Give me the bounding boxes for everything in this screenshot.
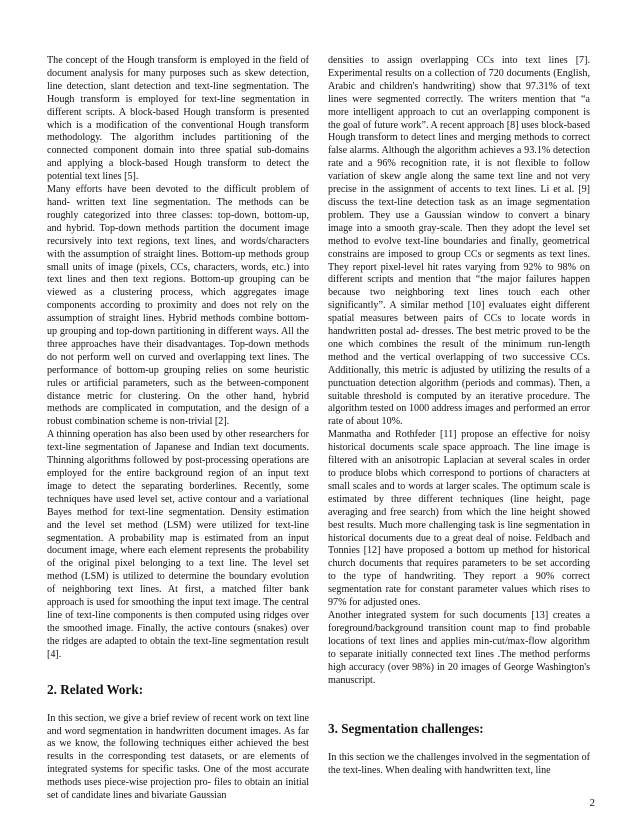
- paragraph-manmatha-rothfeder: Manmatha and Rothfeder [11] propose an effective for noisy historical documents scale space approach. The line image is filtered with an anisotropic Laplacian at several scales in order to produce blobs which correspond to portions of characters at small scales and to words at larger scales. The optimum scale is estimated by three different techniques (line height, page averaging and free search) from which the line height showed best results. Much more challenging task is line segmentation in historical documents due to a great deal of noise. Feldbach and Tonnies [12] have proposed a bottom up method for historical church documents that requires parameters to be set according to the type of handwriting. They report a 90% correct segmentation rate for constant parameter values which rises to 97% for adjusted ones.: [328, 429, 590, 609]
- paragraph-thinning-operation: A thinning operation has also been used by other researchers for text-line segmentation of Japanese and Indian text documents. Thinning algorithms followed by post-processing operations are employed for the entire background region of an input text image to detect the separating borderlines. Recently, some techniques have used level set, active contour and a variational Bayes method for text-line segmentation. Density estimation and the level set method (LSM) were utilized for text-line segmentation. A probability map is estimated from an input document image, where each element represents the probability of the original pixel belonging to a text line. The level set method (LSM) is utilized to determine the boundary evolution of neighboring text lines. At first, a matched filter bank approach is used for smoothing the input text image. The central line of text-line components is then computed using ridges over the smoothed image. Finally, the active contours (snakes) over the ridges are adapted to obtain the text-line segmentation result [4].: [47, 429, 309, 660]
- spacer: [328, 736, 590, 752]
- paragraph-segmentation-challenges-intro: In this section we the challenges involved in the segmentation of the text-lines. When dealing with handwritten text, line: [328, 752, 590, 777]
- paragraph-related-work-continued: densities to assign overlapping CCs into text lines [7]. Experimental results on a collection of 720 documents (English, Arabic and children's handwriting) show that 97.31% of text lines were segmented correctly. The writers mention that “a more intelligent approach to cut an overlapping component is the goal of future work”. A recent approach [8] uses block-based Hough transform to detect lines and merging methods to correct false alarms. Although the algorithm achieves a 93.1% detection rate and a 96% recognition rate, it is not flexible to follow variation of skew angle along the same text line and not very precise in the assignment of accents to text lines. Li et al. [9] discuss the text-line detection task as an image segmentation problem. They use a Gaussian window to convert a binary image into a smooth gray-scale. Then they adopt the level set method to evolve text-line boundaries and finally, geometrical constrains are imposed to group CCs or segments as text lines. They report pixel-level hit rates varying from 92% to 98% on different scripts and mention that “the major failures happen because two neighboring text lines touch each other significantly”. A similar method [10] evaluates eight different spatial measures between pairs of CCs to locate words in handwritten postal ad- dresses. The best metric proved to be the one which combines the result of the minimum run-length method and the vertical overlapping of two successive CCs. Additionally, this metric is adjusted by utilizing the results of a punctuation detection algorithm (periods and commas). Then, a suitable threshold is computed by an iterative procedure. The algorithm tested on 1000 address images and performed an error rate of about 10%.: [328, 55, 590, 428]
- paragraph-related-work-intro: In this section, we give a brief review of recent work on text line and word segmentation in handwritten document images. As far as we know, the following techniques either achieved the best results in the corresponding test datasets, or are elements of integrated systems for specific tasks. One of the most accurate methods uses piece-wise projection pro- files to obtain an initial set of candidate lines and bivariate Gaussian: [47, 712, 309, 802]
- paragraph-integrated-system: Another integrated system for such documents [13] creates a foreground/background transition count map to find probable locations of text lines and applies min-cut/max-flow algorithm to separate initially connected text lines .The method performs high accuracy (over 98%) in 20 images of George Washington's manuscript.: [328, 609, 590, 686]
- spacer: [328, 687, 590, 721]
- section-heading-related-work: 2. Related Work:: [47, 681, 144, 697]
- left-column: [47, 55, 309, 803]
- section-heading-segmentation-challenges: 3. Segmentation challenges:: [328, 721, 484, 737]
- spacer: [47, 662, 309, 682]
- right-column: [328, 55, 590, 778]
- page-number: 2: [589, 797, 595, 809]
- paragraph-hough-transform: The concept of the Hough transform is employed in the field of document analysis for many purposes such as skew detection, line detection, slant detection and text-line segmentation. The Hough transform is employed for text-line segmentation in different scripts. A block-based Hough transform is presented which is a modification of the conventional Hough transform methodology. The algorithm includes partitioning of the connected component domain into three spatial sub-domains and applying a block-based Hough transform to detect the potential text lines [5].: [47, 55, 309, 183]
- paragraph-segmentation-methods: Many efforts have been devoted to the difficult problem of hand- written text line segmentation. The methods can be roughly categorized into three classes: top-down, bottom-up, and hybrid. Top-down methods partition the document image recursively into text regions, text lines, and words/characters with the assumption of straight lines. Bottom-up methods group small units of image (pixels, CCs, characters, words, etc.) into text lines and then text regions. Bottom-up grouping can be viewed as a clustering process, which aggregates image components according to proximity and does not rely on the assumption of straight lines. Hybrid methods combine bottom-up grouping and top-down partitioning in different ways. All the three approaches have their disadvantages. Top-down methods do not perform well on curved and overlapping text lines. The performance of bottom-up grouping relies on some heuristic rules or artificial parameters, such as the between-component distance metric for clustering. On the other hand, hybrid methods are complicated in computation, and the design of a robust combination scheme is non-trivial [2].: [47, 184, 309, 428]
- spacer: [47, 697, 309, 713]
